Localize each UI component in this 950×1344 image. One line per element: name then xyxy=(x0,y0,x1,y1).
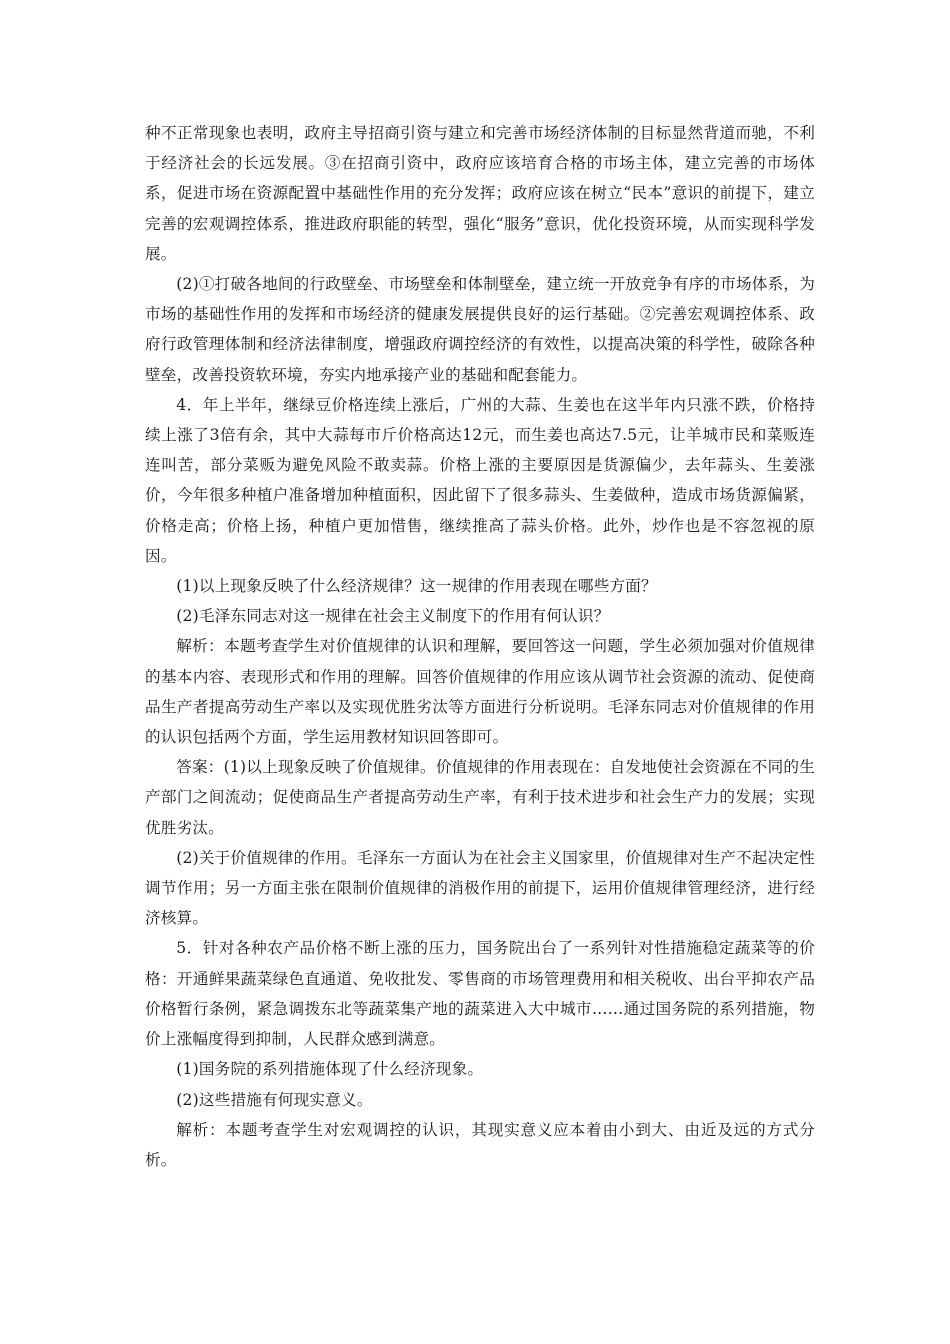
paragraph-answer-4-1: 答案：(1)以上现象反映了价值规律。价值规律的作用表现在：自发地使社会资源在不同的生产部门之间流动；促使商品生产者提高劳动生产率，有利于技术进步和社会生产力的发展；实现优胜劣汰。 xyxy=(145,758,815,837)
document-page xyxy=(145,118,815,1175)
paragraph-question-5-1: (1)国务院的系列措施体现了什么经济现象。 xyxy=(176,1060,484,1079)
paragraph-analysis-4: 解析：本题考查学生对价值规律的认识和理解，要回答这一问题，学生必须加强对价值规律的基本内容、表现形式和作用的理解。回答价值规律的作用应该从调节社会资源的流动、促使商品生产者提高劳动生产率以及实现优胜劣汰等方面进行分析说明。毛泽东同志对价值规律的作用的认识包括两个方面，学生运用教材知识回答即可。 xyxy=(145,637,815,747)
paragraph-question-4: 4．年上半年，继绿豆价格连续上涨后，广州的大蒜、生姜也在这半年内只涨不跌，价格持续上涨了3倍有余，其中大蒜每市斤价格高达12元，而生姜也高达7.5元，让羊城市民和菜贩连连叫苦，部分菜贩为避免风险不敢卖蒜。价格上涨的主要原因是货源偏少，去年蒜头、生姜涨价，今年很多种植户准备增加种植面积，因此留下了很多蒜头、生姜做种，造成市场货源偏紧，价格走高；价格上扬，种植户更加惜售，继续推高了蒜头价格。此外，炒作也是不容忽视的原因。 xyxy=(145,395,815,565)
paragraph-answer-3-2: (2)①打破各地间的行政壁垒、市场壁垒和体制壁垒，建立统一开放竞争有序的市场体系，为市场的基础性作用的发挥和市场经济的健康发展提供良好的运行基础。②完善宏观调控体系、政府行政管理体制和经济法律制度，增强政府调控经济的有效性，以提高决策的科学性，破除各种壁垒，改善投资软环境，夯实内地承接产业的基础和配套能力。 xyxy=(145,275,815,384)
paragraph-analysis-5: 解析：本题考查学生对宏观调控的认识，其现实意义应本着由小到大、由近及远的方式分析。 xyxy=(145,1120,815,1169)
paragraph-question-4-1: (1)以上现象反映了什么经济规律？这一规律的作用表现在哪些方面？ xyxy=(176,577,657,596)
paragraph-answer-4-2: (2)关于价值规律的作用。毛泽东一方面认为在社会主义国家里，价值规律对生产不起决定性调节作用；另一方面主张在限制价值规律的消极作用的前提下，运用价值规律管理经济，进行经济核算。 xyxy=(145,848,815,928)
paragraph-question-5: 5．针对各种农产品价格不断上涨的压力，国务院出台了一系列针对性措施稳定蔬菜等的价格：开通鲜果蔬菜绿色直通道、免收批发、零售商的市场管理费用和相关税收、出台平抑农产品价格暂行条例，紧急调拨东北等蔬菜集产地的蔬菜进入大中城市……通过国务院的系列措施，物价上涨幅度得到抑制，人民群众感到满意。 xyxy=(145,939,815,1049)
paragraph-question-4-2: (2)毛泽东同志对这一规律在社会主义制度下的作用有何认识？ xyxy=(176,607,610,626)
paragraph-continuation: 种不正常现象也表明，政府主导招商引资与建立和完善市场经济体制的目标显然背道而驰，不利于经济社会的长远发展。③在招商引资中，政府应该培育合格的市场主体，建立完善的市场体系，促进市场在资源配置中基础性作用的充分发挥；政府应该在树立“民本”意识的前提下，建立完善的宏观调控体系，推进政府职能的转型，强化“服务”意识，优化投资环境，从而实现科学发展。 xyxy=(145,124,815,263)
paragraph-question-5-2: (2)这些措施有何现实意义。 xyxy=(176,1090,373,1109)
